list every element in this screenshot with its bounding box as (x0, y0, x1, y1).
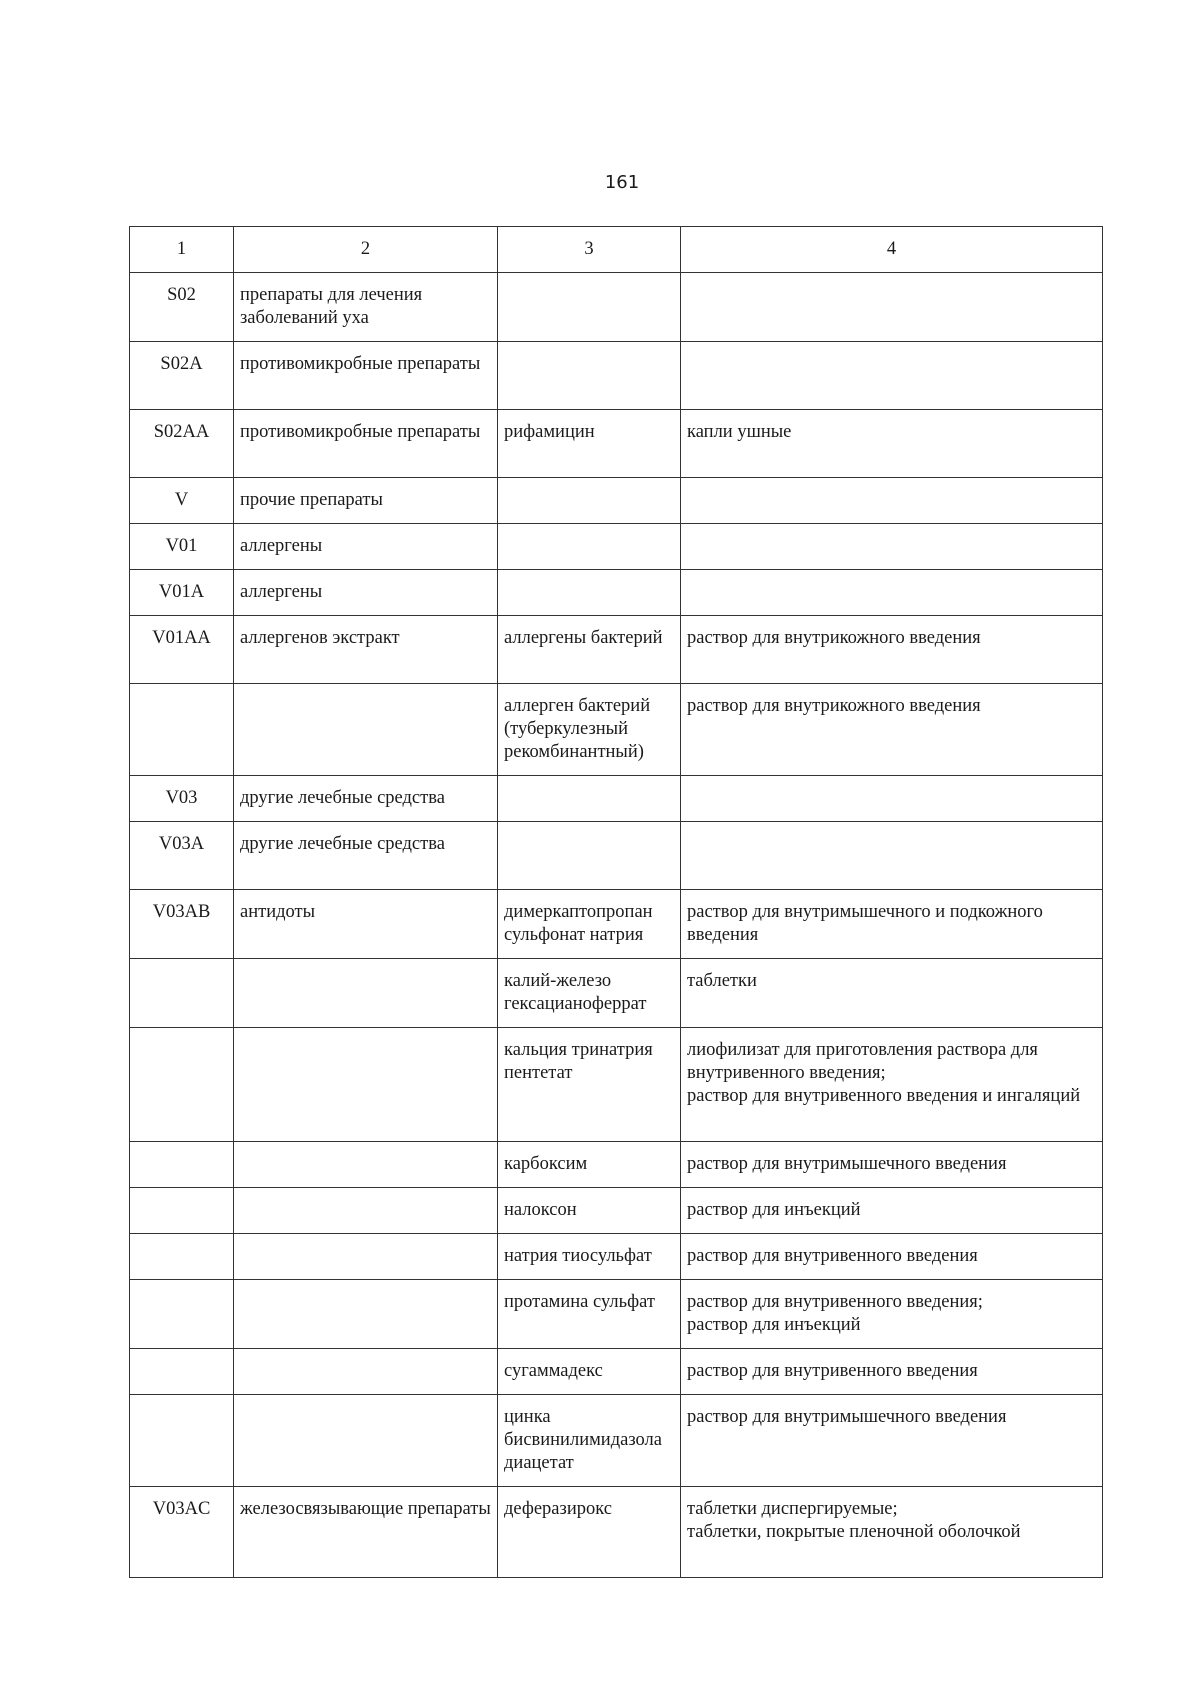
atc-code-cell: S02 (130, 273, 234, 342)
table-row (130, 410, 1103, 478)
group-name-cell: аллергены (234, 524, 498, 570)
group-name-cell (234, 1349, 498, 1395)
group-name-cell (234, 959, 498, 1028)
table-row (130, 342, 1103, 410)
drug-name-cell (498, 273, 681, 342)
atc-code-cell (130, 1234, 234, 1280)
dosage-form: лиофилизат для приготовления раствора для внутривенного введения; (687, 1040, 1038, 1083)
dosage-forms-cell (681, 684, 1103, 776)
dosage-form: капли ушные (687, 422, 792, 442)
group-name-cell (234, 1280, 498, 1349)
table-row (130, 273, 1103, 342)
dosage-forms-cell (681, 342, 1103, 410)
group-name-cell (234, 1188, 498, 1234)
table-row (130, 684, 1103, 776)
atc-code-cell (130, 1395, 234, 1487)
atc-code-cell: V03 (130, 776, 234, 822)
dosage-form: раствор для внутримышечного и подкожного введения (687, 902, 1043, 945)
dosage-forms-cell (681, 273, 1103, 342)
atc-code-cell: V03A (130, 822, 234, 890)
dosage-forms-cell (681, 776, 1103, 822)
group-name-cell (234, 1395, 498, 1487)
dosage-form: раствор для внутривенного введения (687, 1246, 978, 1266)
group-name-cell: другие лечебные средства (234, 822, 498, 890)
dosage-form: таблетки (687, 971, 757, 991)
medication-table (129, 226, 1103, 1578)
table-header-row (130, 227, 1103, 273)
drug-name-cell: налоксон (498, 1188, 681, 1234)
header-cell-1: 1 (130, 227, 234, 273)
table-row (130, 1280, 1103, 1349)
atc-code-cell (130, 1028, 234, 1142)
atc-code-cell: V01A (130, 570, 234, 616)
dosage-forms-cell (681, 410, 1103, 478)
table-row (130, 890, 1103, 959)
dosage-forms-cell (681, 890, 1103, 959)
dosage-forms-cell (681, 524, 1103, 570)
dosage-forms-cell (681, 1188, 1103, 1234)
dosage-forms-cell (681, 1395, 1103, 1487)
atc-code-cell (130, 1188, 234, 1234)
dosage-forms-cell (681, 959, 1103, 1028)
drug-name-cell: карбоксим (498, 1142, 681, 1188)
table-row (130, 570, 1103, 616)
page-number: 161 (604, 172, 640, 193)
group-name-cell: антидоты (234, 890, 498, 959)
drug-name-cell: кальция тринатрия пентетат (498, 1028, 681, 1142)
dosage-forms-cell (681, 1280, 1103, 1349)
table-row (130, 1188, 1103, 1234)
group-name-cell: аллергены (234, 570, 498, 616)
group-name-cell: противомикробные препараты (234, 342, 498, 410)
drug-name-cell (498, 342, 681, 410)
dosage-form: раствор для инъекций (687, 1315, 861, 1335)
atc-code-cell (130, 1280, 234, 1349)
group-name-cell: препараты для лечения заболеваний уха (234, 273, 498, 342)
dosage-forms-cell (681, 616, 1103, 684)
header-cell-3: 3 (498, 227, 681, 273)
table-row (130, 1234, 1103, 1280)
group-name-cell: аллергенов экстракт (234, 616, 498, 684)
group-name-cell: другие лечебные средства (234, 776, 498, 822)
atc-code-cell (130, 1142, 234, 1188)
drug-name-cell (498, 822, 681, 890)
dosage-form: раствор для внутривенного введения и ингаляций (687, 1086, 1081, 1106)
atc-code-cell: V03AC (130, 1487, 234, 1578)
drug-name-cell: калий-железо гексацианоферрат (498, 959, 681, 1028)
atc-code-cell: V01AA (130, 616, 234, 684)
table-row (130, 1395, 1103, 1487)
group-name-cell (234, 1234, 498, 1280)
dosage-form: раствор для внутрикожного введения (687, 696, 981, 716)
table-row (130, 1142, 1103, 1188)
dosage-forms-cell (681, 478, 1103, 524)
dosage-form: раствор для внутрикожного введения (687, 628, 981, 648)
drug-name-cell: протамина сульфат (498, 1280, 681, 1349)
table-row (130, 1349, 1103, 1395)
atc-code-cell: S02AA (130, 410, 234, 478)
drug-name-cell (498, 776, 681, 822)
header-cell-4: 4 (681, 227, 1103, 273)
group-name-cell (234, 1028, 498, 1142)
atc-code-cell: V01 (130, 524, 234, 570)
drug-name-cell: цинка бисвинилимидазола диацетат (498, 1395, 681, 1487)
atc-code-cell (130, 1349, 234, 1395)
dosage-forms-cell (681, 822, 1103, 890)
atc-code-cell: V (130, 478, 234, 524)
drug-name-cell (498, 570, 681, 616)
dosage-forms-cell (681, 1234, 1103, 1280)
dosage-form: раствор для внутримышечного введения (687, 1407, 1007, 1427)
table-row (130, 616, 1103, 684)
drug-name-cell: аллерген бактерий (туберкулезный рекомбинантный) (498, 684, 681, 776)
dosage-form: раствор для внутримышечного введения (687, 1154, 1007, 1174)
group-name-cell: противомикробные препараты (234, 410, 498, 478)
atc-code-cell (130, 684, 234, 776)
dosage-forms-cell (681, 570, 1103, 616)
dosage-forms-cell (681, 1028, 1103, 1142)
drug-name-cell: аллергены бактерий (498, 616, 681, 684)
dosage-forms-cell (681, 1487, 1103, 1578)
table-row (130, 822, 1103, 890)
table-row (130, 478, 1103, 524)
drug-name-cell: деферазирокс (498, 1487, 681, 1578)
group-name-cell (234, 684, 498, 776)
atc-code-cell: S02A (130, 342, 234, 410)
dosage-forms-cell (681, 1142, 1103, 1188)
table-row (130, 1028, 1103, 1142)
drug-name-cell: сугаммадекс (498, 1349, 681, 1395)
group-name-cell: прочие препараты (234, 478, 498, 524)
dosage-form: раствор для внутривенного введения (687, 1361, 978, 1381)
group-name-cell (234, 1142, 498, 1188)
atc-code-cell (130, 959, 234, 1028)
table-row (130, 776, 1103, 822)
group-name-cell: железосвязывающие препараты (234, 1487, 498, 1578)
drug-name-cell: рифамицин (498, 410, 681, 478)
dosage-form: таблетки диспергируемые; (687, 1499, 898, 1519)
table-row (130, 524, 1103, 570)
drug-name-cell (498, 524, 681, 570)
drug-name-cell (498, 478, 681, 524)
table-row (130, 1487, 1103, 1578)
atc-code-cell: V03AB (130, 890, 234, 959)
drug-name-cell: димеркаптопропан сульфонат натрия (498, 890, 681, 959)
drug-name-cell: натрия тиосульфат (498, 1234, 681, 1280)
dosage-form: таблетки, покрытые пленочной оболочкой (687, 1522, 1021, 1542)
dosage-form: раствор для внутривенного введения; (687, 1292, 983, 1312)
header-cell-2: 2 (234, 227, 498, 273)
dosage-form: раствор для инъекций (687, 1200, 861, 1220)
dosage-forms-cell (681, 1349, 1103, 1395)
table-row (130, 959, 1103, 1028)
